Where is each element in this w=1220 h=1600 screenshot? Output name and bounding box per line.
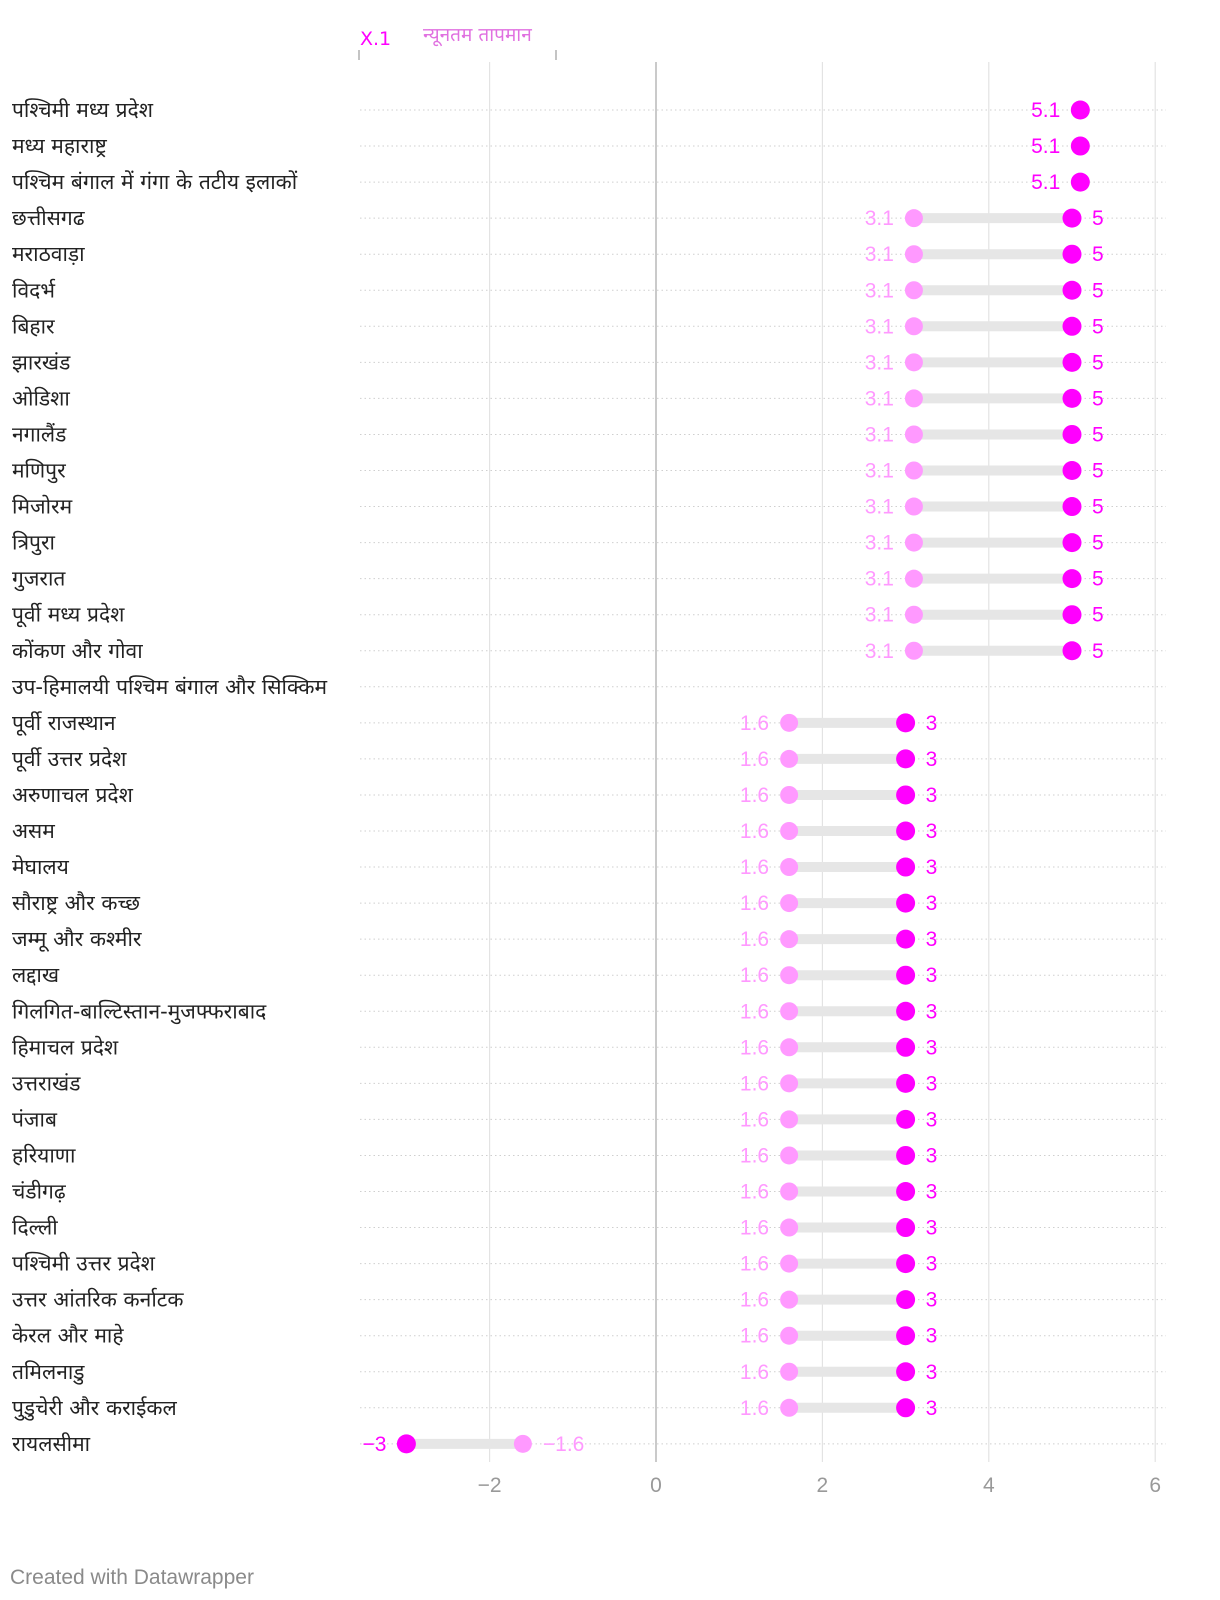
value-label: 1.6 — [739, 1324, 770, 1348]
row-label: उत्तर आंतरिक कर्नाटक — [12, 1287, 184, 1312]
high-dot — [1063, 245, 1082, 264]
row-label: मेघालय — [12, 855, 69, 880]
row-label: बिहार — [12, 314, 55, 339]
value-label: 5 — [1092, 639, 1104, 663]
row-label: अरुणाचल प्रदेश — [12, 782, 133, 807]
high-dot — [896, 1002, 915, 1021]
row-label: असम — [12, 819, 55, 843]
value-label: 1.6 — [739, 783, 770, 807]
value-label: −3 — [362, 1432, 387, 1456]
value-label: 3 — [925, 1324, 938, 1348]
low-dot — [905, 462, 923, 480]
high-dot — [1063, 497, 1082, 516]
value-label: 1.6 — [739, 856, 770, 880]
high-dot — [1063, 641, 1082, 660]
value-label: 3.1 — [864, 603, 894, 627]
legend-label-low: न्यूनतम तापमान — [423, 24, 532, 46]
high-dot — [1063, 281, 1082, 300]
high-dot — [896, 1218, 915, 1237]
high-dot — [896, 1038, 915, 1057]
row-label: पश्चिम बंगाल में गंगा के तटीय इलाकों — [12, 170, 298, 195]
value-label: −1.6 — [542, 1432, 585, 1456]
row-label: मराठवाड़ा — [12, 242, 85, 267]
x-tick-label: −2 — [477, 1474, 502, 1497]
value-label: 3 — [925, 1288, 938, 1312]
credit-text: Created with Datawrapper — [10, 1566, 254, 1589]
row-label: मिजोरम — [12, 494, 73, 519]
row-label: झारखंड — [12, 350, 71, 375]
value-label: 5.1 — [1031, 171, 1061, 195]
value-label: 3.1 — [864, 531, 894, 555]
row-label: नगालैंड — [12, 422, 67, 447]
high-dot — [896, 1398, 915, 1417]
low-dot — [905, 642, 923, 660]
row-label: पूर्वी उत्तर प्रदेश — [12, 746, 127, 771]
x-tick-label: 2 — [816, 1474, 829, 1497]
row-label: केरल और माहे — [12, 1323, 124, 1348]
value-label: 5 — [1092, 315, 1104, 339]
high-dot — [1063, 353, 1082, 372]
value-label: 5 — [1092, 279, 1104, 303]
low-dot — [905, 281, 923, 299]
high-dot — [896, 713, 915, 732]
low-dot — [780, 1002, 798, 1020]
value-label: 3 — [925, 856, 938, 880]
value-label: 3.1 — [864, 207, 894, 231]
row-label: रायलसीमा — [12, 1431, 91, 1456]
x-tick-label: 4 — [982, 1474, 995, 1497]
value-label: 3.1 — [864, 423, 894, 447]
high-dot — [896, 966, 915, 985]
value-label: 3 — [925, 1036, 938, 1060]
x-tick-label: 6 — [1149, 1474, 1162, 1497]
row-label: ओडिशा — [12, 386, 70, 411]
low-dot — [905, 245, 923, 263]
value-label: 3.1 — [864, 495, 894, 519]
value-label: 3 — [925, 1360, 938, 1384]
row-label: विदर्भ — [12, 278, 56, 303]
low-dot — [905, 425, 923, 443]
row-label: छत्तीसगढ — [12, 206, 85, 231]
row-label: मध्य महाराष्ट्र — [12, 134, 107, 159]
low-dot — [780, 930, 798, 948]
low-dot — [780, 1255, 798, 1273]
low-dot — [780, 1399, 798, 1417]
value-label: 3 — [925, 1000, 938, 1024]
value-label: 1.6 — [739, 1072, 770, 1096]
value-label: 3 — [925, 747, 938, 771]
row-label: उप-हिमालयी पश्चिम बंगाल और सिक्किम — [12, 674, 328, 699]
row-label: पूर्वी राजस्थान — [12, 710, 116, 735]
value-label: 3.1 — [864, 315, 894, 339]
high-dot — [896, 1290, 915, 1309]
low-dot — [905, 317, 923, 335]
value-label: 5 — [1092, 603, 1104, 627]
value-labels — [362, 99, 1103, 1456]
value-label: 3 — [925, 1144, 938, 1168]
value-label: 1.6 — [739, 1108, 770, 1132]
row-separators — [360, 110, 1166, 1444]
low-dot — [780, 1183, 798, 1201]
low-dot — [780, 858, 798, 876]
row-label: दिल्ली — [12, 1215, 58, 1240]
high-dot — [896, 1110, 915, 1129]
high-dot — [896, 1326, 915, 1345]
high-dot — [1071, 173, 1090, 192]
high-dot — [1063, 569, 1082, 588]
row-label: मणिपुर — [12, 458, 66, 483]
row-label: पंजाब — [12, 1107, 57, 1132]
low-dot — [780, 1363, 798, 1381]
high-dot — [1063, 389, 1082, 408]
low-dot — [905, 570, 923, 588]
high-dot — [1063, 209, 1082, 228]
value-label: 1.6 — [739, 1036, 770, 1060]
value-label: 3 — [925, 1216, 938, 1240]
low-dot — [905, 389, 923, 407]
value-label: 1.6 — [739, 711, 770, 735]
value-label: 3 — [925, 928, 938, 952]
row-label: तमिलनाडु — [12, 1359, 85, 1384]
value-label: 5 — [1092, 531, 1104, 555]
value-label: 3 — [925, 1108, 938, 1132]
value-label: 3.1 — [864, 279, 894, 303]
row-label: गिलगित-बाल्टिस्तान-मुजफ्फराबाद — [12, 999, 267, 1024]
value-label: 5 — [1092, 567, 1104, 591]
low-dot — [780, 714, 798, 732]
value-label: 3 — [925, 964, 938, 988]
value-label: 1.6 — [739, 1144, 770, 1168]
high-dot — [1071, 137, 1090, 156]
legend — [359, 24, 556, 60]
value-label: 1.6 — [739, 1180, 770, 1204]
value-label: 1.6 — [739, 820, 770, 843]
value-label: 5 — [1092, 459, 1104, 483]
row-label: त्रिपुरा — [12, 530, 55, 555]
low-dot — [514, 1435, 532, 1453]
value-label: 1.6 — [739, 928, 770, 952]
value-label: 1.6 — [739, 892, 770, 916]
x-tick-label: 0 — [650, 1474, 662, 1497]
low-dot — [780, 1219, 798, 1237]
low-dot — [780, 1038, 798, 1056]
row-label: पूर्वी मध्य प्रदेश — [12, 602, 125, 627]
high-dot — [1063, 605, 1082, 624]
value-label: 1.6 — [739, 1360, 770, 1384]
high-dot — [896, 894, 915, 913]
legend-label-high: X.1 — [360, 28, 392, 50]
high-dot — [896, 785, 915, 804]
row-label: पश्चिमी मध्य प्रदेश — [12, 98, 153, 122]
row-labels — [12, 98, 328, 1456]
row-label: चंडीगढ़ — [12, 1179, 66, 1204]
value-label: 3 — [925, 1396, 938, 1420]
value-label: 5 — [1092, 423, 1104, 447]
high-dot — [896, 1182, 915, 1201]
value-label: 3.1 — [864, 459, 894, 483]
low-dot — [780, 1146, 798, 1164]
value-label: 1.6 — [739, 1396, 770, 1420]
value-label: 3 — [925, 711, 938, 735]
value-label: 3.1 — [864, 351, 894, 375]
value-label: 3 — [925, 892, 938, 916]
high-dot — [896, 930, 915, 949]
row-label: पुडुचेरी और कराईकल — [12, 1395, 177, 1420]
low-dot — [905, 534, 923, 552]
value-label: 3.1 — [864, 639, 894, 663]
low-dot — [780, 1110, 798, 1128]
low-dot — [780, 1074, 798, 1092]
high-dot — [896, 822, 915, 841]
value-label: 5.1 — [1031, 135, 1061, 159]
row-label: उत्तराखंड — [12, 1071, 81, 1096]
high-dot — [1071, 101, 1090, 120]
high-dot — [1063, 317, 1082, 336]
high-dot — [397, 1434, 416, 1453]
high-dot — [896, 1146, 915, 1165]
low-dot — [780, 1291, 798, 1309]
value-label: 3 — [925, 1180, 938, 1204]
value-label: 5 — [1092, 351, 1104, 375]
high-dot — [896, 1074, 915, 1093]
value-label: 5.1 — [1031, 99, 1061, 122]
high-dot — [896, 858, 915, 877]
value-label: 5 — [1092, 387, 1104, 411]
value-label: 1.6 — [739, 1216, 770, 1240]
low-dot — [780, 786, 798, 804]
value-label: 3.1 — [864, 567, 894, 591]
x-axis-ticks — [478, 1474, 1161, 1497]
value-label: 3 — [925, 783, 938, 807]
low-dot — [905, 209, 923, 227]
high-dot — [1063, 461, 1082, 480]
low-dot — [780, 966, 798, 984]
high-dot — [1063, 533, 1082, 552]
value-label: 3 — [925, 1072, 938, 1096]
value-label: 1.6 — [739, 747, 770, 771]
row-label: हिमाचल प्रदेश — [12, 1035, 119, 1060]
value-label: 1.6 — [739, 1000, 770, 1024]
low-dot — [905, 606, 923, 624]
high-dot — [896, 749, 915, 768]
row-label: जम्मू और कश्मीर — [12, 927, 142, 952]
low-dot — [780, 1327, 798, 1345]
value-label: 3 — [925, 820, 938, 843]
value-label: 5 — [1092, 243, 1104, 267]
row-label: हरियाणा — [12, 1143, 76, 1168]
data-points — [397, 101, 1090, 1454]
high-dot — [896, 1254, 915, 1273]
value-label: 1.6 — [739, 1252, 770, 1276]
low-dot — [780, 894, 798, 912]
value-label: 5 — [1092, 495, 1104, 519]
value-label: 5 — [1092, 207, 1104, 231]
high-dot — [1063, 425, 1082, 444]
low-dot — [780, 822, 798, 840]
row-label: सौराष्ट्र और कच्छ — [12, 891, 140, 916]
low-dot — [780, 750, 798, 768]
low-dot — [905, 353, 923, 371]
value-label: 1.6 — [739, 1288, 770, 1312]
row-label: गुजरात — [12, 566, 66, 591]
value-label: 1.6 — [739, 964, 770, 988]
low-dot — [905, 498, 923, 516]
value-label: 3.1 — [864, 387, 894, 411]
row-label: कोंकण और गोवा — [12, 638, 143, 663]
row-label: पश्चिमी उत्तर प्रदेश — [12, 1251, 155, 1276]
value-label: 3.1 — [864, 243, 894, 267]
row-label: लद्दाख — [12, 963, 60, 988]
high-dot — [896, 1362, 915, 1381]
value-label: 3 — [925, 1252, 938, 1276]
